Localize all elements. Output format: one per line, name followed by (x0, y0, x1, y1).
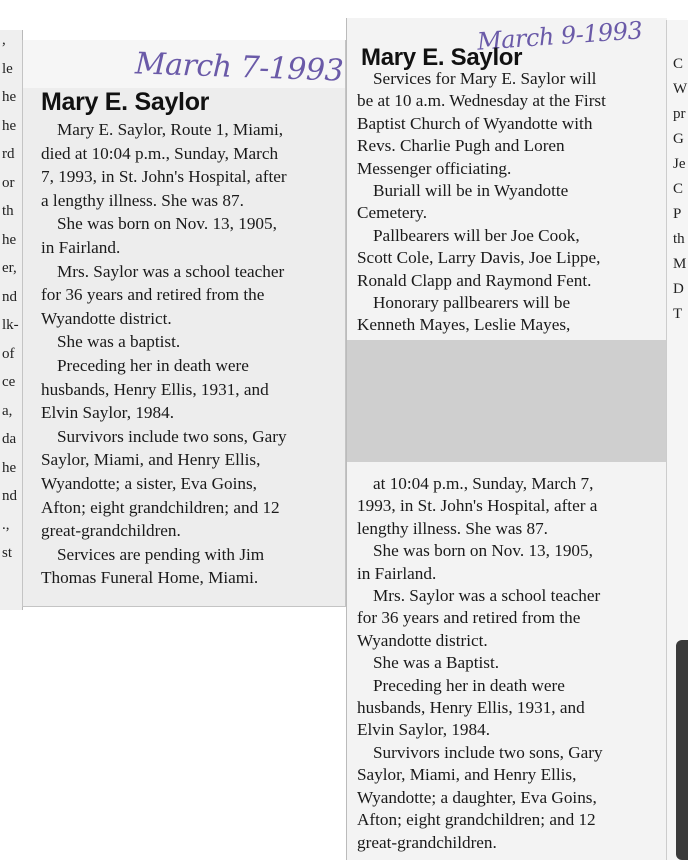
paragraph (357, 675, 657, 742)
fragment-text: le (2, 60, 13, 77)
paragraph (357, 225, 657, 292)
handwritten-date: March 9-1993 (476, 16, 644, 56)
text-line: Messenger officiating. (357, 158, 512, 178)
fragment-text: he (2, 459, 17, 476)
text-line: husbands, Henry Ellis, 1931, and (357, 698, 585, 718)
paragraph (357, 742, 657, 854)
paragraph (41, 543, 337, 590)
text-line: in Fairland. (41, 237, 121, 257)
text-line: Pallbearers will ber Joe Cook, (373, 225, 580, 245)
paragraph (357, 585, 657, 652)
text-line: in Fairland. (357, 563, 437, 583)
fragment-text: or (2, 174, 15, 191)
text-line: Preceding her in death were (57, 355, 249, 375)
fragment-text: th (673, 231, 685, 247)
fragment-text: G (673, 131, 684, 147)
fragment-text: rd (2, 146, 15, 162)
paragraph (357, 652, 657, 674)
fragment-text: , (2, 32, 6, 48)
text-line: Elvin Saylor, 1984. (41, 403, 174, 423)
fragment-text: er, (2, 260, 17, 276)
handwritten-date: March 7-1993 (134, 46, 344, 89)
fragment-text: D (673, 281, 684, 297)
text-line: Mary E. Saylor, Route 1, Miami, (57, 120, 284, 139)
text-line: Saylor, Miami, and Henry Ellis, (357, 765, 577, 785)
fragment-text: nd (2, 488, 17, 504)
text-line: Thomas Funeral Home, Miami. (41, 568, 259, 588)
fragment-text: st (2, 545, 13, 561)
left-fragment-column (0, 30, 23, 610)
text-line: Scott Cole, Larry Davis, Joe Lippe, (357, 248, 601, 268)
fragment-text: a, (2, 402, 13, 419)
text-line: Wyandotte; a daughter, Eva Goins, (357, 787, 597, 807)
text-line: a lengthy illness. She was 87. (41, 190, 244, 210)
fragment-text: of (2, 345, 15, 362)
photo-edge (676, 640, 688, 860)
text-line: Wyandotte; a sister, Eva Goins, (41, 473, 257, 493)
obituary-clipping-march-7 (22, 40, 346, 607)
text-line: Preceding her in death were (373, 675, 565, 695)
shaded-overlap-band (347, 340, 677, 462)
text-line: Wyandotte district. (41, 308, 172, 328)
fragment-text: he (2, 231, 17, 248)
fragment-text: T (673, 306, 683, 322)
text-line: husbands, Henry Ellis, 1931, and (41, 379, 269, 399)
paragraph (357, 473, 657, 540)
text-line: Services for Mary E. Saylor will (373, 69, 597, 88)
text-line: lengthy illness. She was 87. (357, 518, 548, 538)
paragraph (357, 68, 657, 180)
text-line: Saylor, Miami, and Henry Ellis, (41, 450, 261, 470)
text-line: Mrs. Saylor was a school teacher (373, 586, 601, 606)
obituary-body (41, 118, 337, 590)
fragment-text: th (2, 203, 14, 219)
text-line: Wyandotte district. (357, 630, 488, 650)
fragment-text: C (673, 181, 684, 197)
fragment-text: ce (2, 374, 16, 390)
text-line: be at 10 a.m. Wednesday at the First (357, 91, 606, 111)
paragraph (41, 354, 337, 425)
paragraph (357, 180, 657, 225)
paragraph (41, 425, 337, 543)
fragment-text: M (673, 256, 687, 272)
fragment-text: nd (2, 288, 17, 305)
fragment-text: C (673, 56, 684, 72)
fragment-text: he (2, 117, 17, 134)
text-line: Honorary pallbearers will be (373, 293, 571, 313)
fragment-text: W (673, 81, 688, 97)
text-line: at 10:04 p.m., Sunday, March 7, (373, 474, 594, 493)
text-line: Mrs. Saylor was a school teacher (57, 261, 285, 281)
text-line: She was born on Nov. 13, 1905, (373, 541, 593, 561)
text-line: Elvin Saylor, 1984. (357, 720, 490, 740)
text-line: died at 10:04 p.m., Sunday, March (41, 143, 279, 163)
text-line: Survivors include two sons, Gary (57, 426, 287, 446)
paragraph (41, 260, 337, 331)
paragraph (357, 540, 657, 585)
fragment-text: Je (673, 156, 686, 172)
fragment-text: ., (2, 516, 10, 533)
obituary-body-continued (357, 473, 657, 854)
text-line: for 36 years and retired from the (41, 285, 265, 305)
text-line: Survivors include two sons, Gary (373, 742, 603, 762)
text-line: She was born on Nov. 13, 1905, (57, 214, 277, 234)
fragment-text: pr (673, 106, 686, 122)
text-line: Baptist Church of Wyandotte with (357, 113, 593, 133)
fragment-text: P (673, 206, 682, 222)
obituary-headline: Mary E. Saylor (41, 88, 210, 116)
paragraph (41, 330, 337, 354)
text-line: Services are pending with Jim (57, 544, 265, 564)
text-line: She was a Baptist. (373, 653, 500, 673)
text-line: She was a baptist. (57, 332, 181, 352)
text-line: great-grandchildren. (357, 832, 497, 852)
text-line: Cemetery. (357, 203, 427, 223)
text-line: 7, 1993, in St. John's Hospital, after (41, 167, 287, 187)
text-line: Afton; eight grandchildren; and 12 (41, 497, 280, 517)
text-line: Ronald Clapp and Raymond Fent. (357, 270, 592, 290)
text-line: 1993, in St. John's Hospital, after a (357, 496, 598, 516)
text-line: great-grandchildren. (41, 521, 181, 541)
fragment-text: he (2, 89, 17, 105)
paragraph (41, 118, 337, 212)
obituary-clipping-march-9 (346, 18, 667, 860)
text-line: Kenneth Mayes, Leslie Mayes, (357, 315, 571, 335)
text-line: Revs. Charlie Pugh and Loren (357, 136, 565, 156)
text-line: for 36 years and retired from the (357, 608, 581, 628)
fragment-text: da (2, 431, 17, 447)
obituary-headline: Mary E. Saylor (361, 44, 523, 71)
fragment-text: lk- (2, 317, 19, 333)
text-line: Afton; eight grandchildren; and 12 (357, 810, 596, 830)
text-line: Buriall will be in Wyandotte (373, 181, 569, 201)
paragraph (41, 212, 337, 259)
